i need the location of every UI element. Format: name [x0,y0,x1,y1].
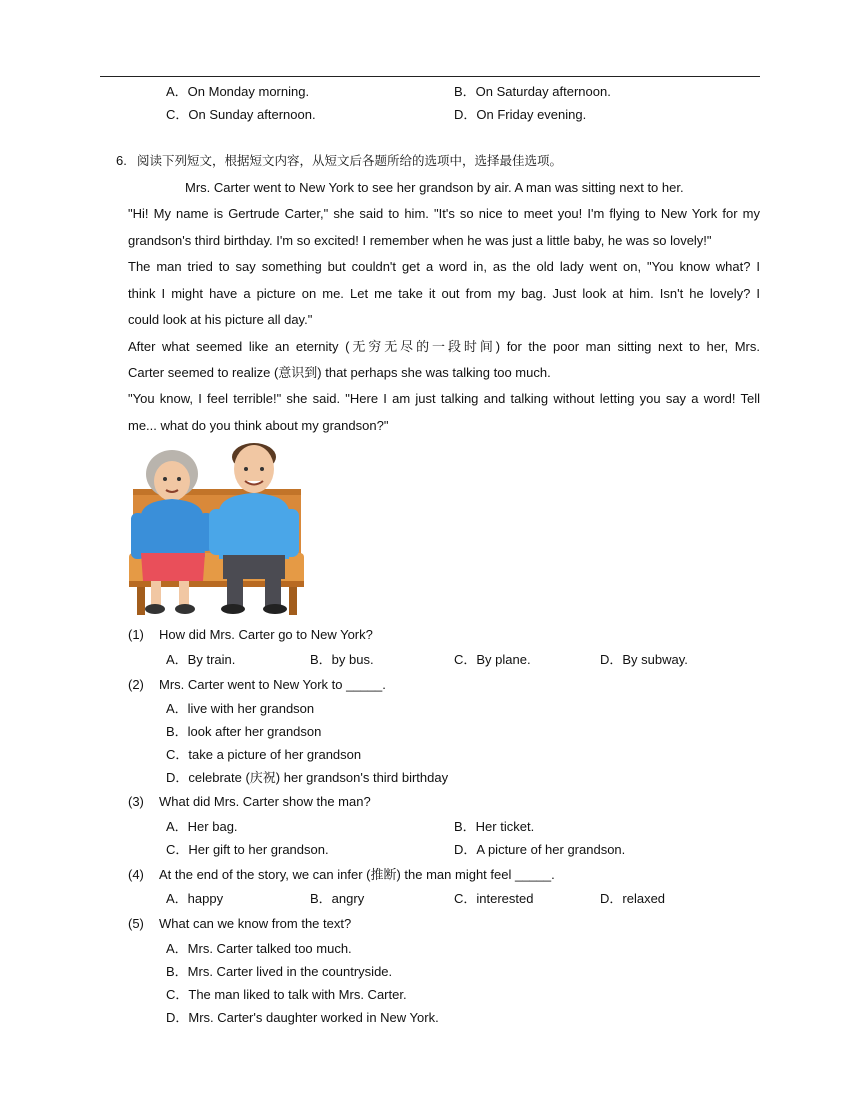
passage-line: think I might have a picture on me. Let me take it out from my bag. Just look at him. Isn't he lovely? I [128,286,760,301]
sub-question-number: (5) [128,916,144,931]
sub-question-number: (2) [128,677,144,692]
passage-line: grandson's third birthday. I'm so excited! I remember when he was just a little baby, he was so lovely!" [128,233,712,248]
option-a: A．Her bag. [166,819,238,834]
passage-line: After what seemed like an eternity (无穷无尽的一段时间) for the poor man sitting next to her, Mrs. [128,339,760,354]
sub-question-text: What can we know from the text? [159,916,352,931]
sub-question-number: (4) [128,867,144,882]
passage-line: me... what do you think about my grandson?" [128,418,389,433]
sub-question-text: What did Mrs. Carter show the man? [159,794,371,809]
prev-option-d: D．On Friday evening. [454,107,587,122]
option-d: D．relaxed [600,891,666,906]
option-b: B．Her ticket. [454,819,535,834]
sub-question-text: Mrs. Carter went to New York to _____. [159,677,386,692]
passage-line: "You know, I feel terrible!" she said. "Here I am just talking and talking without letting you say a word! Tell [128,391,760,406]
option-d: D．A picture of her grandson. [454,842,626,857]
sub-question-text: At the end of the story, we can infer (推断) the man might feel _____. [159,867,555,882]
option-b: B．Mrs. Carter lived in the countryside. [166,964,393,979]
option-a: A．By train. [166,652,236,667]
sub-question-number: (1) [128,627,144,642]
option-d: D．Mrs. Carter's daughter worked in New York. [166,1010,439,1025]
option-a: A．Mrs. Carter talked too much. [166,941,352,956]
option-c: C．Her gift to her grandson. [166,842,329,857]
option-c: C．The man liked to talk with Mrs. Carter. [166,987,407,1002]
option-c: C．By plane. [454,652,531,667]
option-a: A．happy [166,891,224,906]
option-b: B．look after her grandson [166,724,322,739]
option-c: C．take a picture of her grandson [166,747,362,762]
illustration-image [127,441,304,616]
passage-line: Mrs. Carter went to New York to see her grandson by air. A man was sitting next to her. [185,180,684,195]
option-d: D．celebrate (庆祝) her grandson's third birthday [166,770,449,785]
option-a: A．live with her grandson [166,701,315,716]
passage-line: could look at his picture all day." [128,312,313,327]
question-instruction: 阅读下列短文，根据短文内容，从短文后各题所给的选项中，选择最佳选项。 [137,153,563,168]
option-c: C．interested [454,891,534,906]
prev-option-a: A．On Monday morning. [166,84,310,99]
passage-line: The man tried to say something but couldn't get a word in, as the old lady went on, "You know what? I [128,259,760,274]
passage-line: Carter seemed to realize (意识到) that perhaps she was talking too much. [128,365,551,380]
prev-option-c: C．On Sunday afternoon. [166,107,316,122]
option-d: D．By subway. [600,652,688,667]
prev-option-b: B．On Saturday afternoon. [454,84,611,99]
option-b: B．by bus. [310,652,374,667]
passage-line: "Hi! My name is Gertrude Carter," she said to him. "It's so nice to meet you! I'm flying to New York for my [128,206,760,221]
sub-question-text: How did Mrs. Carter go to New York? [159,627,373,642]
option-b: B．angry [310,891,365,906]
sub-question-number: (3) [128,794,144,809]
question-number: 6. [116,153,127,168]
header-rule [100,76,760,77]
